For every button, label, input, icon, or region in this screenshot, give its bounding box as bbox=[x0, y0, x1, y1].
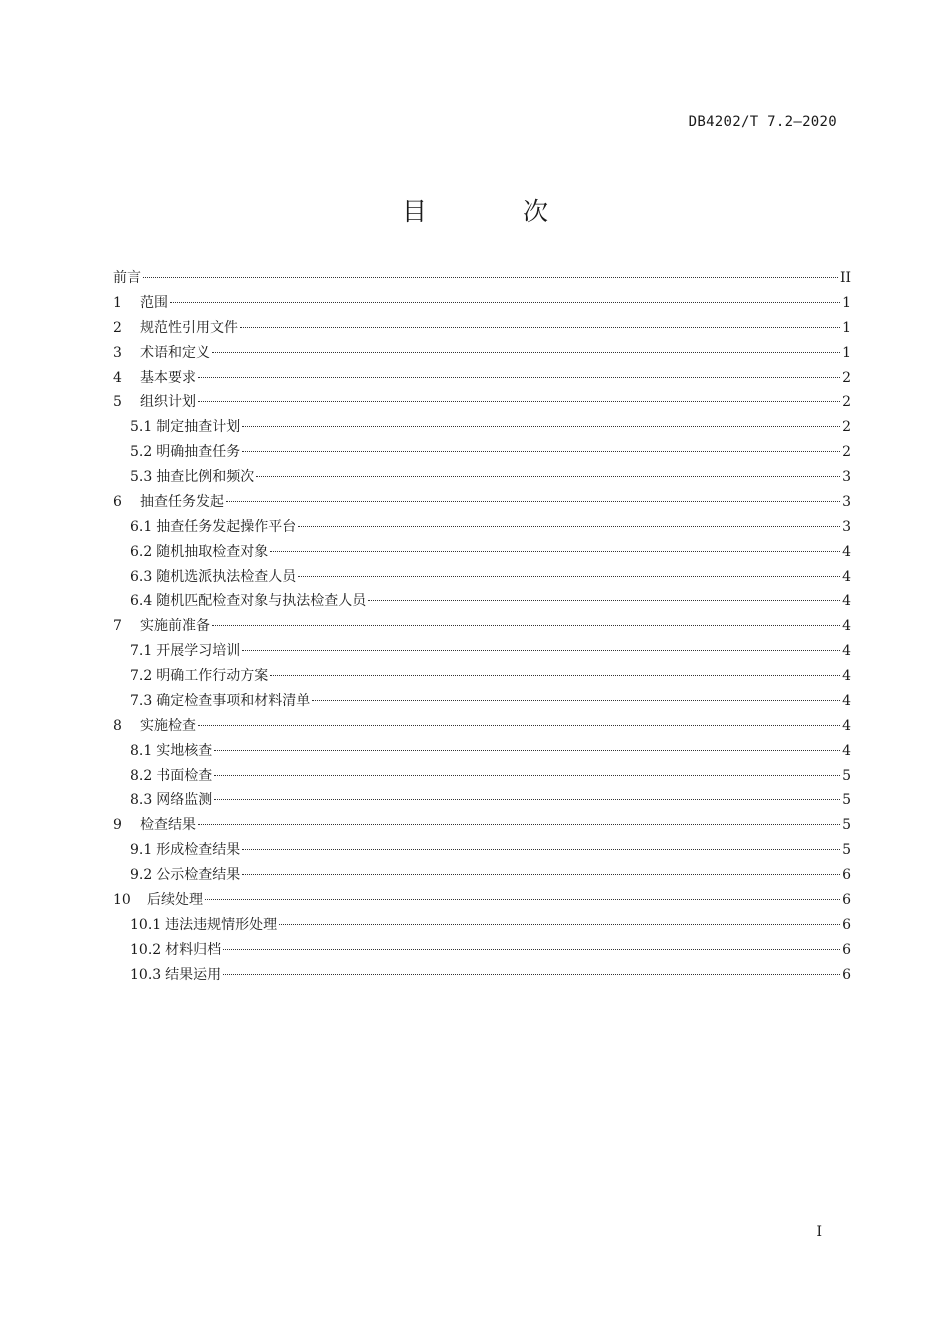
toc-entry[interactable] bbox=[113, 490, 851, 515]
toc-entry[interactable] bbox=[113, 813, 851, 838]
toc-entry-title: 抽查比例和频次 bbox=[156, 469, 255, 485]
toc-entry-title: 明确工作行动方案 bbox=[156, 668, 269, 684]
toc-entry[interactable] bbox=[113, 266, 851, 291]
toc-entry-number: 10.2 bbox=[130, 941, 162, 958]
toc-entry-page: 2 bbox=[842, 394, 851, 411]
toc-entry-page: 4 bbox=[842, 717, 851, 734]
document-code: DB4202/T 7.2—2020 bbox=[688, 114, 837, 130]
toc-entry[interactable] bbox=[113, 366, 851, 391]
toc-entry-title: 组织计划 bbox=[140, 394, 196, 411]
toc-entry-page: 6 bbox=[842, 867, 851, 883]
dot-leader bbox=[205, 899, 840, 900]
dot-leader bbox=[298, 526, 840, 527]
toc-entry-number: 3 bbox=[113, 344, 122, 361]
toc-entry-title: 基本要求 bbox=[140, 369, 196, 386]
toc-entry-number: 5.1 bbox=[130, 419, 153, 436]
toc-entry-number: 10.1 bbox=[130, 916, 162, 933]
toc-entry-title: 随机选派执法检查人员 bbox=[156, 568, 297, 585]
toc-entry-title: 结果运用 bbox=[165, 966, 222, 983]
toc-entry-number: 9 bbox=[113, 817, 122, 834]
toc-entry[interactable] bbox=[113, 639, 851, 664]
toc-entry-number: 6.4 bbox=[130, 593, 153, 610]
toc-entry-page: 2 bbox=[842, 444, 851, 461]
toc-entry-page: 1 bbox=[842, 294, 851, 311]
dot-leader bbox=[214, 799, 840, 800]
toc-entry-number: 10.3 bbox=[130, 966, 162, 983]
toc-entry-page: 4 bbox=[842, 692, 851, 709]
toc-entry-title: 制定抽查计划 bbox=[156, 419, 241, 436]
page-title: 目 次 bbox=[402, 197, 592, 226]
toc-entry[interactable] bbox=[113, 788, 851, 813]
toc-entry-number: 8.3 bbox=[130, 792, 153, 809]
toc-entry-title: 规范性引用文件 bbox=[140, 319, 238, 336]
toc-entry[interactable] bbox=[113, 838, 851, 863]
toc-entry-title: 违法违规情形处理 bbox=[165, 916, 278, 933]
toc-entry-title: 公示检查结果 bbox=[156, 867, 241, 883]
toc-entry-number: 8.2 bbox=[130, 767, 153, 784]
toc-entry-title: 书面检查 bbox=[156, 767, 213, 784]
toc-entry[interactable] bbox=[113, 440, 851, 465]
toc-entry-title: 范围 bbox=[140, 294, 168, 311]
dot-leader bbox=[298, 576, 840, 577]
toc-entry-page: 3 bbox=[842, 493, 851, 510]
toc-entry-page: 4 bbox=[842, 543, 851, 560]
toc-entry-title: 抽查任务发起操作平台 bbox=[156, 518, 297, 535]
dot-leader bbox=[226, 501, 840, 502]
dot-leader bbox=[223, 949, 840, 950]
toc-entry[interactable] bbox=[113, 739, 851, 764]
toc-entry[interactable] bbox=[113, 415, 851, 440]
toc-entry-title: 随机抽取检查对象 bbox=[156, 543, 269, 560]
toc-entry-title: 抽查任务发起 bbox=[140, 493, 224, 510]
toc-entry-number: 2 bbox=[113, 319, 122, 336]
toc-entry-title: 检查结果 bbox=[140, 817, 196, 834]
toc-entry[interactable] bbox=[113, 316, 851, 341]
toc-entry-number: 7.2 bbox=[130, 668, 153, 684]
dot-leader bbox=[270, 675, 840, 676]
toc-entry-number: 6.3 bbox=[130, 568, 153, 585]
toc-entry-number: 7.3 bbox=[130, 692, 153, 709]
toc-entry-page: 4 bbox=[842, 618, 851, 635]
toc-entry[interactable] bbox=[113, 963, 851, 988]
dot-leader bbox=[242, 849, 840, 850]
toc-entry[interactable] bbox=[113, 565, 851, 590]
toc-entry-title: 后续处理 bbox=[147, 891, 203, 908]
toc-entry[interactable] bbox=[113, 515, 851, 540]
toc-entry-page: 4 bbox=[842, 742, 851, 759]
toc-entry[interactable] bbox=[113, 714, 851, 739]
toc-entry-title: 形成检查结果 bbox=[156, 842, 241, 859]
toc-entry-number: 4 bbox=[113, 369, 122, 386]
toc-entry-page: 2 bbox=[842, 419, 851, 436]
dot-leader bbox=[270, 551, 840, 552]
toc-entry-title: 实施检查 bbox=[140, 717, 196, 734]
dot-leader bbox=[198, 725, 840, 726]
toc-entry-number: 5 bbox=[113, 394, 122, 411]
toc-entry-page: 6 bbox=[842, 941, 851, 958]
toc-entry[interactable] bbox=[113, 938, 851, 963]
toc-entry[interactable] bbox=[113, 863, 851, 888]
toc-entry-number: 6.2 bbox=[130, 543, 153, 560]
dot-leader bbox=[170, 302, 840, 303]
toc-entry-title: 实地核查 bbox=[156, 742, 213, 759]
toc-entry-title: 术语和定义 bbox=[140, 344, 210, 361]
dot-leader bbox=[279, 924, 840, 925]
toc-entry-number: 1 bbox=[113, 294, 122, 311]
table-of-contents bbox=[113, 266, 851, 987]
dot-leader bbox=[242, 874, 840, 875]
dot-leader bbox=[214, 750, 840, 751]
toc-entry-page: II bbox=[839, 270, 851, 286]
toc-entry-page: 1 bbox=[842, 344, 851, 361]
toc-entry-title: 开展学习培训 bbox=[156, 643, 241, 660]
toc-entry[interactable] bbox=[113, 465, 851, 490]
toc-entry-page: 5 bbox=[842, 792, 851, 809]
toc-entry-page: 6 bbox=[842, 966, 851, 983]
dot-leader bbox=[242, 426, 840, 427]
toc-entry[interactable] bbox=[113, 888, 851, 913]
dot-leader bbox=[198, 401, 840, 402]
toc-entry-title: 明确抽查任务 bbox=[156, 444, 241, 461]
toc-entry[interactable] bbox=[113, 341, 851, 366]
dot-leader bbox=[223, 974, 840, 975]
toc-entry-number: 9.2 bbox=[130, 867, 153, 883]
toc-entry-page: 4 bbox=[842, 568, 851, 585]
toc-entry-page: 6 bbox=[842, 916, 851, 933]
toc-entry-page: 4 bbox=[842, 668, 851, 684]
toc-entry-title: 材料归档 bbox=[165, 941, 222, 958]
toc-entry-page: 2 bbox=[842, 369, 851, 386]
toc-entry-title: 实施前准备 bbox=[140, 618, 210, 635]
toc-entry[interactable] bbox=[113, 390, 851, 415]
toc-entry[interactable] bbox=[113, 614, 851, 639]
toc-entry-number: 8.1 bbox=[130, 742, 153, 759]
dot-leader bbox=[212, 352, 840, 353]
toc-entry[interactable] bbox=[113, 913, 851, 938]
toc-entry[interactable] bbox=[113, 689, 851, 714]
dot-leader bbox=[212, 625, 840, 626]
dot-leader bbox=[240, 327, 840, 328]
toc-entry-number: 5.3 bbox=[130, 469, 153, 485]
dot-leader bbox=[143, 277, 838, 278]
dot-leader bbox=[242, 650, 840, 651]
dot-leader bbox=[256, 476, 840, 477]
toc-entry-number: 7.1 bbox=[130, 643, 153, 660]
toc-entry-page: 3 bbox=[842, 518, 851, 535]
toc-entry-title: 网络监测 bbox=[156, 792, 213, 809]
toc-entry-title: 确定检查事项和材料清单 bbox=[156, 692, 311, 709]
toc-entry-title: 前言 bbox=[113, 270, 141, 286]
toc-entry-page: 6 bbox=[842, 891, 851, 908]
dot-leader bbox=[312, 700, 840, 701]
dot-leader bbox=[368, 600, 840, 601]
toc-entry-number: 5.2 bbox=[130, 444, 153, 461]
toc-entry-number: 10 bbox=[113, 891, 131, 908]
toc-entry[interactable] bbox=[113, 764, 851, 789]
dot-leader bbox=[198, 824, 840, 825]
toc-entry-number: 7 bbox=[113, 618, 122, 635]
toc-entry-number: 6.1 bbox=[130, 518, 153, 535]
toc-entry[interactable] bbox=[113, 291, 851, 316]
page-number: I bbox=[816, 1224, 822, 1240]
toc-entry-page: 3 bbox=[842, 469, 851, 485]
toc-entry-page: 5 bbox=[842, 842, 851, 859]
toc-entry-page: 4 bbox=[842, 593, 851, 610]
toc-entry-number: 8 bbox=[113, 717, 122, 734]
toc-entry-page: 1 bbox=[842, 319, 851, 336]
toc-entry[interactable] bbox=[113, 664, 851, 689]
dot-leader bbox=[214, 775, 840, 776]
toc-entry-title: 随机匹配检查对象与执法检查人员 bbox=[156, 593, 367, 610]
toc-entry-page: 5 bbox=[842, 817, 851, 834]
toc-entry[interactable] bbox=[113, 589, 851, 614]
toc-entry-number: 6 bbox=[113, 493, 122, 510]
toc-entry[interactable] bbox=[113, 540, 851, 565]
toc-entry-page: 5 bbox=[842, 767, 851, 784]
toc-entry-page: 4 bbox=[842, 643, 851, 660]
dot-leader bbox=[242, 451, 840, 452]
dot-leader bbox=[198, 377, 840, 378]
toc-entry-number: 9.1 bbox=[130, 842, 153, 859]
